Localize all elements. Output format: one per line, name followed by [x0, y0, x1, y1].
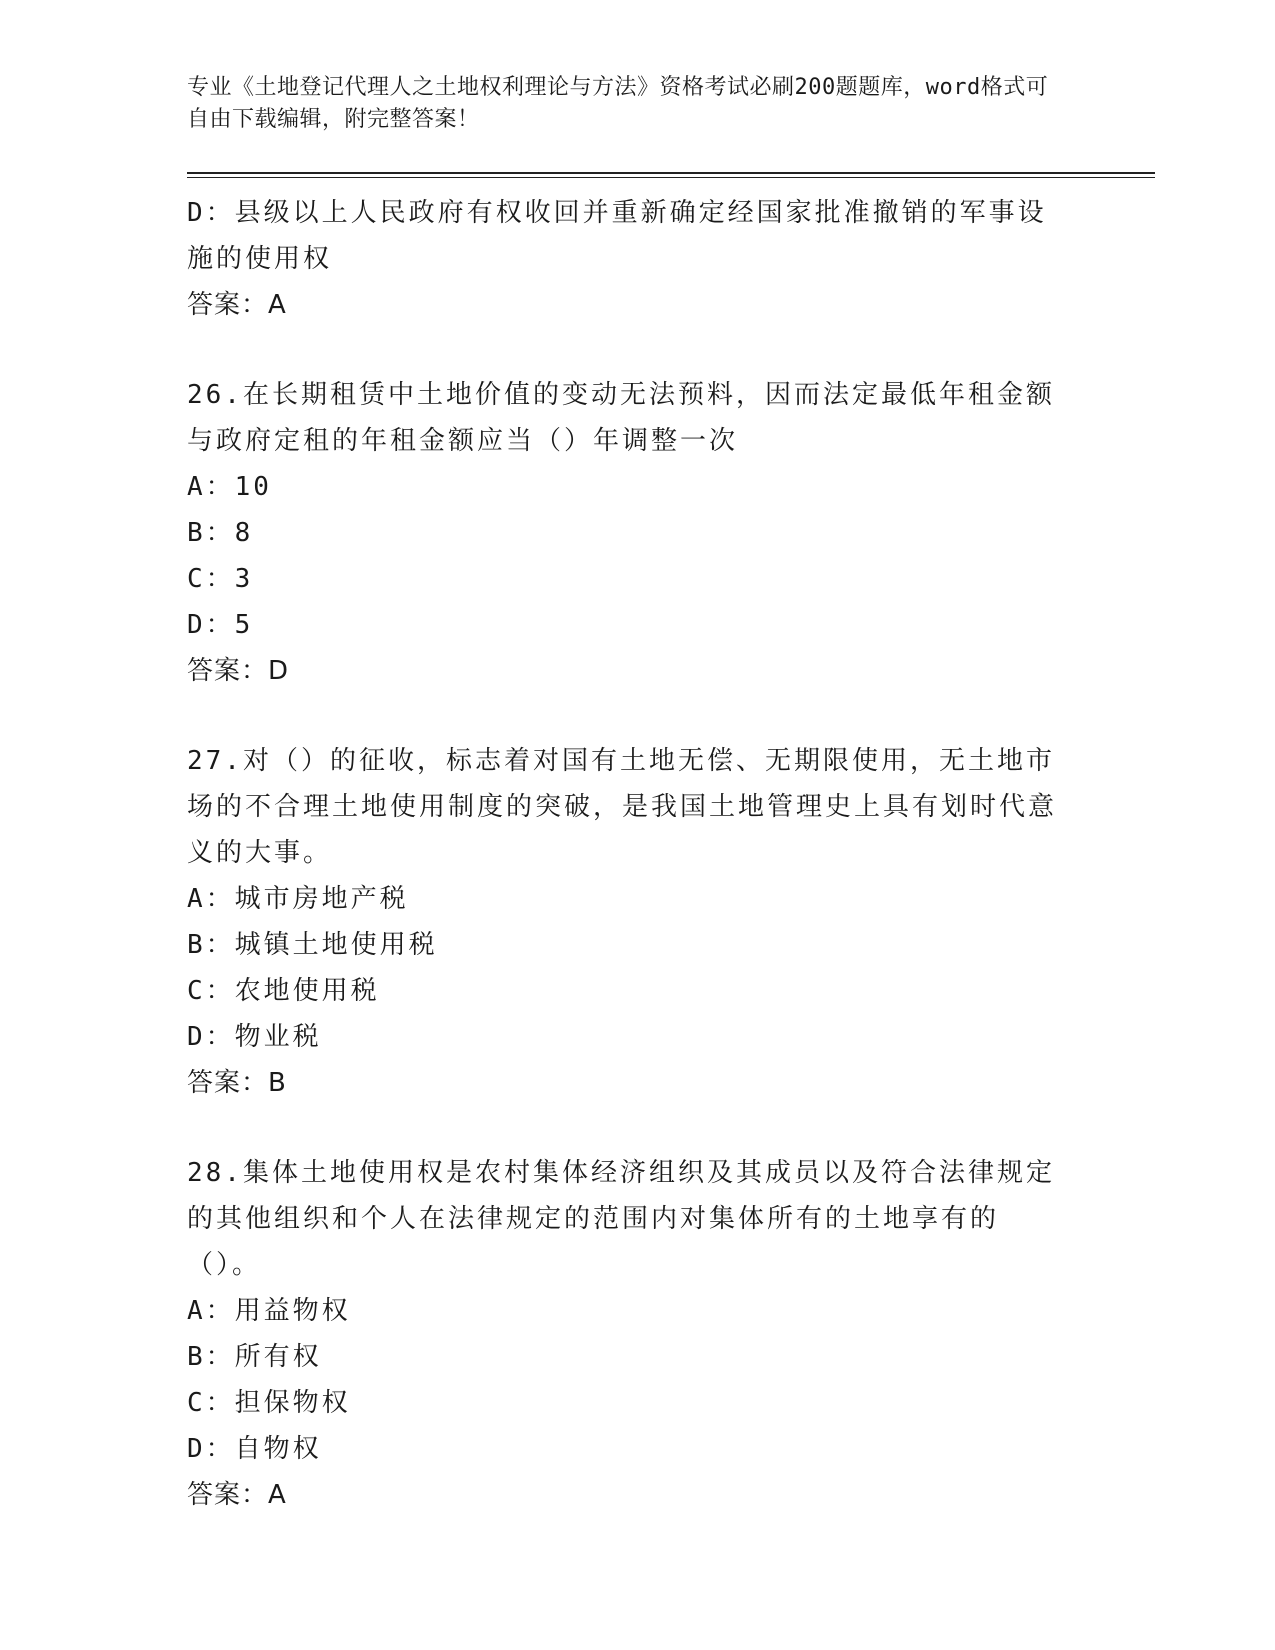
document-header: 专业《土地登记代理人之土地权利理论与方法》资格考试必刷200题题库，word格式可自由下载编辑，附完整答案！ — [187, 75, 1049, 132]
option-d: D：5 — [187, 610, 254, 640]
question-stem: 28.集体土地使用权是农村集体经济组织及其成员以及符合法律规定的其他组织和个人在法律规定的范围内对集体所有的土地享有的（）。 — [187, 1158, 1055, 1280]
question-content — [187, 190, 1067, 1518]
option-d: D：县级以上人民政府有权收回并重新确定经国家批准撤销的军事设施的使用权 — [187, 198, 1047, 274]
document-page — [187, 72, 1155, 1518]
header-divider — [187, 172, 1155, 178]
question-27 — [187, 738, 1067, 1106]
option-a: A：用益物权 — [187, 1296, 351, 1326]
option-b: B：8 — [187, 518, 254, 548]
option-a: A：城市房地产税 — [187, 884, 409, 914]
option-c: C：担保物权 — [187, 1388, 351, 1418]
option-c: C：3 — [187, 564, 254, 594]
option-c: C：农地使用税 — [187, 976, 380, 1006]
option-b: B：城镇土地使用税 — [187, 930, 438, 960]
option-d: D：自物权 — [187, 1434, 322, 1464]
answer: 答案：B — [187, 1068, 287, 1098]
question-26 — [187, 372, 1067, 694]
answer: 答案：A — [187, 1480, 287, 1510]
answer: 答案：A — [187, 290, 287, 320]
option-b: B：所有权 — [187, 1342, 322, 1372]
option-d: D：物业税 — [187, 1022, 322, 1052]
question-stem: 26.在长期租赁中土地价值的变动无法预料，因而法定最低年租金额与政府定租的年租金额应当（）年调整一次 — [187, 380, 1055, 456]
option-a: A：10 — [187, 472, 272, 502]
question-stem: 27.对（）的征收，标志着对国有土地无偿、无期限使用，无土地市场的不合理土地使用制度的突破，是我国土地管理史上具有划时代意义的大事。 — [187, 746, 1058, 868]
answer: 答案：D — [187, 656, 290, 686]
question-28 — [187, 1150, 1067, 1518]
